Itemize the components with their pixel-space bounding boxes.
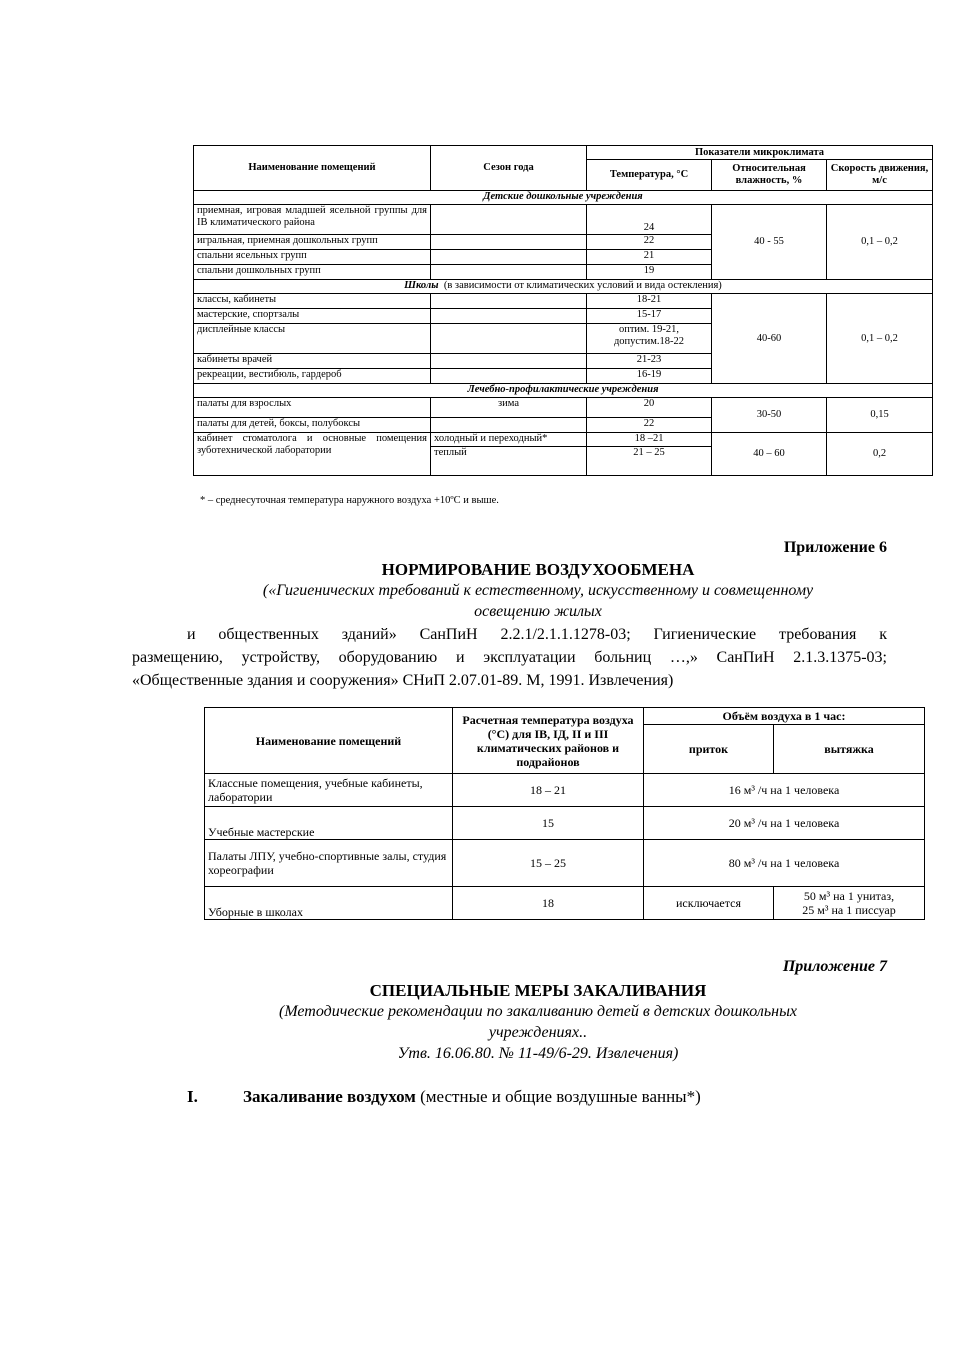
appendix-6-body-line-3: «Общественные здания и сооружения» СНиП 2.07.01-89. М, 1991. Извлечения)	[132, 672, 674, 689]
table-row-temp: 20	[587, 398, 712, 418]
table-row-room: Классные помещения, учебные кабинеты, лаборатории	[205, 774, 453, 807]
section-medical: Лечебно-профилактические учреждения	[194, 384, 933, 398]
col-speed-header: Скорость движения, м/с	[827, 160, 933, 191]
dental-temp-warm: 21 – 25	[587, 447, 712, 476]
kindergarten-humidity: 40 - 55	[712, 205, 827, 280]
appendix-6-body-line-1: и общественных зданий» СанПиН 2.2.1/2.1.1.1278-03; Гигиенические требования к	[187, 626, 887, 643]
dental-temp-cold: 18 –21	[587, 433, 712, 447]
table-row-temp: 22	[587, 418, 712, 433]
table-row-season	[431, 418, 587, 433]
table-row-temp: 19	[587, 265, 712, 280]
table-row-room: приемная, игровая младшей ясельной группы для IB климатического района	[194, 205, 431, 235]
section-heading	[187, 1087, 701, 1107]
table-row-room: кабинеты врачей	[194, 354, 431, 369]
table-row-room: палаты для детей, боксы, полубоксы	[194, 418, 431, 433]
appendix-6-source-line-2: освещению жилых	[474, 603, 602, 620]
table-row-temp: 15	[453, 807, 644, 840]
toilet-exhaust-line-1: 50 м³ на 1 унитаз,	[803, 889, 895, 903]
kindergarten-speed: 0,1 – 0,2	[827, 205, 933, 280]
microclimate-table	[193, 145, 933, 476]
school-speed: 0,1 – 0,2	[827, 294, 933, 384]
table-row-season	[431, 324, 587, 354]
table-row-temp: оптим. 19-21, допустим.18-22	[587, 324, 712, 354]
dental-season-cold: холодный и переходный*	[431, 433, 587, 447]
table-row-temp: 21	[587, 250, 712, 265]
dental-humidity: 40 – 60	[712, 433, 827, 476]
table-footnote: * – среднесуточная температура наружного воздуха +10ºС и выше.	[200, 495, 499, 506]
table-row-season	[431, 309, 587, 324]
section-number: I.	[187, 1087, 198, 1106]
section-schools-title: Школы	[404, 280, 439, 291]
table-row-temp: 18 – 21	[453, 774, 644, 807]
table-row-season	[431, 235, 587, 250]
appendix-7-label: Приложение 7	[782, 958, 887, 975]
table-row-season	[431, 354, 587, 369]
table-row-room: игральная, приемная дошкольных групп	[194, 235, 431, 250]
col-temp-header: Температура, °С	[587, 160, 712, 191]
col-season-header: Сезон года	[431, 146, 587, 191]
table-row-season	[431, 369, 587, 384]
air-exchange-table	[204, 707, 925, 920]
medical-humidity: 30-50	[712, 398, 827, 433]
table-row-room: Учебные мастерские	[205, 807, 453, 840]
section-title: Закаливание воздухом	[243, 1087, 416, 1106]
school-humidity: 40-60	[712, 294, 827, 384]
dental-room: кабинет стоматолога и основные помещения зуботехнической лаборатории	[194, 433, 431, 476]
table-row-room: рекреации, вестибюль, гардероб	[194, 369, 431, 384]
table-row-room: палаты для взрослых	[194, 398, 431, 418]
col-exhaust-header: вытяжка	[774, 725, 925, 774]
table-row-season	[431, 250, 587, 265]
table-row-temp: 18-21	[587, 294, 712, 309]
table-row-room: Палаты ЛПУ, учебно-спортивные залы, студия хореографии	[205, 840, 453, 887]
table-row-temp: 24	[587, 205, 712, 235]
dental-season-warm: теплый	[431, 447, 587, 476]
microclimate-group-header: Показатели микроклимата	[587, 146, 933, 160]
table-row-room: мастерские, спортзалы	[194, 309, 431, 324]
appendix-7-source-line-3: Утв. 16.06.80. № 11-49/6-29. Извлечения)	[397, 1045, 679, 1062]
table-row-volume: 16 м³ /ч на 1 человека	[644, 774, 925, 807]
table-row-volume: 20 м³ /ч на 1 человека	[644, 807, 925, 840]
table-row-temp: 16-19	[587, 369, 712, 384]
col-volume-header: Объём воздуха в 1 час:	[644, 708, 925, 725]
appendix-6-label: Приложение 6	[783, 539, 887, 556]
table-row-temp: 21-23	[587, 354, 712, 369]
col-temp-header: Расчетная температура воздуха (°С) для IB, IД, II и III климатических районов и подрайонов	[453, 708, 644, 774]
section-subtitle: (местные и общие воздушные ванны*)	[420, 1087, 701, 1106]
appendix-7-source-line-1: (Методические рекомендации по закаливанию детей в детских дошкольных	[278, 1003, 798, 1020]
table-row-temp: 15 – 25	[453, 840, 644, 887]
section-schools	[194, 280, 933, 294]
toilet-inflow: исключается	[644, 887, 774, 920]
toilet-exhaust-line-2: 25 м³ на 1 писсуар	[802, 903, 896, 917]
section-kindergarten: Детские дошкольные учреждения	[194, 191, 933, 205]
col-humidity-header: Относительная влажность, %	[712, 160, 827, 191]
toilet-exhaust	[774, 887, 925, 920]
table-row-temp: 15-17	[587, 309, 712, 324]
table-row-room: дисплейные классы	[194, 324, 431, 354]
appendix-6-body-line-2: размещению, устройству, оборудованию и эксплуатации больниц …,» СанПиН 2.1.3.1375-03;	[132, 649, 887, 666]
table-row-room: спальни ясельных групп	[194, 250, 431, 265]
col-inflow-header: приток	[644, 725, 774, 774]
col-room-header: Наименование помещений	[205, 708, 453, 774]
table-row-room: спальни дошкольных групп	[194, 265, 431, 280]
appendix-7-source-line-2: учреждениях..	[488, 1024, 588, 1041]
table-row-volume: 80 м³ /ч на 1 человека	[644, 840, 925, 887]
medical-speed: 0,15	[827, 398, 933, 433]
appendix-7-title: СПЕЦИАЛЬНЫЕ МЕРЫ ЗАКАЛИВАНИЯ	[369, 981, 707, 1000]
table-row-season	[431, 205, 587, 235]
table-row-temp: 22	[587, 235, 712, 250]
table-row-season	[431, 265, 587, 280]
table-row-season: зима	[431, 398, 587, 418]
table-row-room: Уборные в школах	[205, 887, 453, 920]
dental-speed: 0,2	[827, 433, 933, 476]
col-room-header: Наименование помещений	[194, 146, 431, 191]
table-row-room: классы, кабинеты	[194, 294, 431, 309]
appendix-6-source-line-1: («Гигиенических требований к естественному, искусственному и совмещенному	[262, 582, 814, 599]
appendix-6-title: НОРМИРОВАНИЕ ВОЗДУХООБМЕНА	[381, 560, 695, 579]
table-row-season	[431, 294, 587, 309]
section-schools-note: (в зависимости от климатических условий и вида остекления)	[443, 280, 722, 291]
table-row-temp: 18	[453, 887, 644, 920]
